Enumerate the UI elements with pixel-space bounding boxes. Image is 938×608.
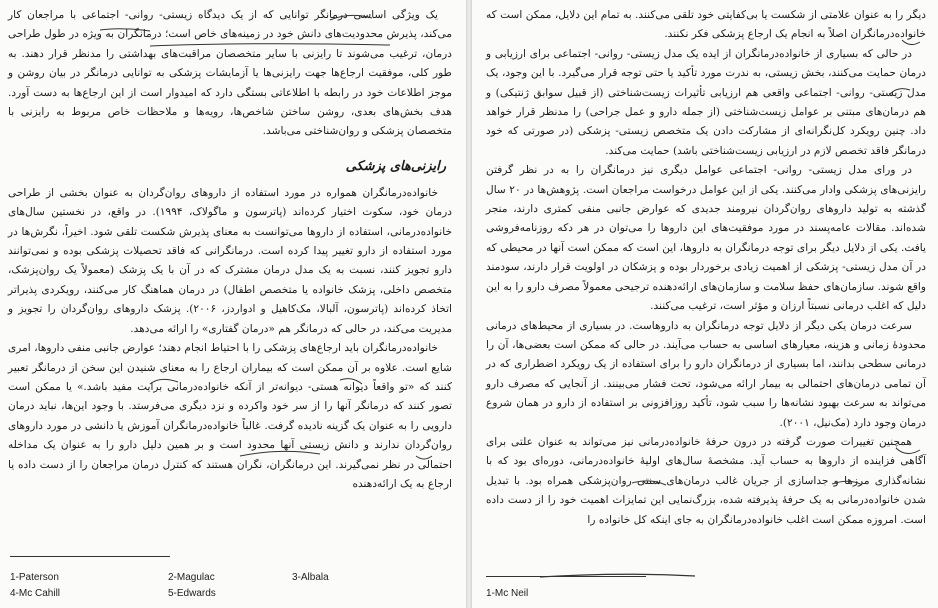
paragraph: خانواده‌درمانگران باید ارجاع‌های پزشکی را با احتیاط انجام دهند؛ عوارض جانبی منفی داروها، امری شایع است. علاوه بر آن ممکن است که بیماران ارجاع را به معنای شنیدن این سخن از درمانگر تعبیر کنند که «تو واقعاً دیوانه هستی- دیوانه‌تر از آنکه خانواده‌درمانی برایت مفید باشد.» یا ممکن است تصور کنند که درمانگر آنها را از سر خود واکرده و نزد دیگری می‌فرستد. با وجود این‌ها، نباید درمان دارویی را به عنوان یک گزینه نادیده گرفت. غالباً خانواده‌درمانگران آموزش یا دانشی در مورد داروهای روان‌گردان ندارند و دانش زیستی آنها محدود است و بر همین دلیل دارو را به عنوان یک مداخله احتمالی در نظر نمی‌گیرند. این درمانگران، نگران هستند که کنترل درمان مراجعان را از دست داده یا ارجاع به یک ارائه‌دهنده: [8, 342, 452, 490]
paragraph: همچنین تغییرات صورت گرفته در درون حرفهٔ خانواده‌درمانی نیز می‌تواند به عنوان علتی برای آگاهی فزاینده از داروها به حساب آید. مشخصهٔ سال‌های اولیهٔ خانواده‌درمانی، دوره‌ای بود که با نشانه‌گذاری مرزها و جداسازی از جریان غالب درمان‌های سنتی روان‌پزشکی همراه بود. با تبدیل شدن خانواده‌درمانی به یک حرفهٔ پذیرفته شده، بزرگ‌نمایی این تمایزات اهمیت خود را از دست داده است. امروزه ممکن است اغلب خانواده‌درمانگران به جای اینکه کل خانواده را: [486, 435, 926, 526]
footnote: 3-Albala: [292, 572, 329, 583]
paragraph: یک ویژگی اساسی درمانگر توانایی که از یک دیدگاه زیستی- روانی- اجتماعی با مراجعان کار می‌کند، پذیرش محدودیت‌های دانش خود در زمینه‌های خاص است؛ درمانگران به ویژه در طول طراحی درمان، ترغیب می‌شوند تا رایزنی با سایر متخصصان مراقبت‌های بهداشتی را مدنظر قرار دهند. به طور کلی، موفقیت ارجاع‌ها جهت رایزنی‌ها یا آزمایشات پزشکی به توانایی درمانگر در بیان روشن و موجز اطلاعات خود در رابطه با اطلاعاتی بستگی دارد که امیدوار است از این ارجاع‌ها به دست آورد. هدف بخش‌های بعدی، روشن ساختن شاخص‌ها، رویه‌ها و ملاحظات خاص مربوط به رایزنی با متخصصان پزشکی و روان‌شناختی می‌باشد.: [8, 9, 452, 138]
paragraph: خانواده‌درمانگران همواره در مورد استفاده از داروهای روان‌گردان به عنوان بخشی از طراحی درمان خود، سکوت اختیار کرده‌اند (پاترسون و ماگولاک، ۱۹۹۴). در واقع، در نخستین سال‌های خانواده‌درمانی، استفاده از داروها می‌توانست به معنای پذیرش شکست تلقی شود. اخیراً، نگرش‌ها در مورد استفاده از دارو تغییر پیدا کرده است. درمانگرانی که فاقد تحصیلات پزشکی بوده و نمی‌توانند دارو تجویز کنند، نسبت به یک مدل درمان مشترک که در آن با یک پزشک (معمولاً یک روان‌پزشک، متخصص داخلی، پزشک خانواده یا متخصص اطفال) در درمان هماهنگ کار می‌کنند، رویکردی پذیراتر اتخاذ کرده‌اند (پاترسون، آلبالا، مک‌کاهیل و ادواردز، ۲۰۰۶). پزشک داروهای روان‌گردان را تجویز و مدیریت می‌کند، در حالی که درمانگر هم «درمان گفتاری» را ارائه می‌دهد.: [8, 186, 452, 335]
footnote: 5-Edwards: [168, 588, 216, 599]
footnote-divider: [10, 556, 170, 557]
footnote: 4-Mc Cahill: [10, 588, 61, 599]
footnote: 1-Mc Neil: [486, 588, 529, 599]
left-page: [0, 0, 466, 608]
section-heading: رایزنی‌های پزشکی: [345, 158, 446, 174]
paragraph: در حالی که بسیاری از خانواده‌درمانگران از ایده یک مدل زیستی- روانی- اجتماعی برای ارزیابی و درمان حمایت می‌کنند، بخش زیستی، به ندرت مورد تأکید یا حتی توجه قرار می‌گیرد. با این وجود، یک مدل زیستی- روانی- اجتماعی واقعی هم ارزیابی تأثیرات زیست‌شناختی (از قبیل سوابق ژنتیکی) و هم درمان‌های مبتنی بر عوامل زیست‌شناختی (از جمله دارو و عمل جراحی) را مدنظر قرار خواهد داد. چنین رویکرد کل‌نگرانه‌ای از مشارکت دادن یک متخصص زیستی- پزشکی (در صورتی که خود درمانگر فاقد تخصص لازم در ارزیابی زیست‌شناختی باشد) حمایت می‌کند.: [486, 47, 926, 157]
paragraph: دیگر را به عنوان علامتی از شکست یا بی‌کفایتی خود تلقی می‌کنند. به تمام این دلایل، ممکن است که خانواده‌درمانگران اصلاً به انجام یک ارجاع پزشکی فکر نکنند.: [486, 9, 926, 41]
paragraph: در ورای مدل زیستی- روانی- اجتماعی عوامل دیگری نیز درمانگران را به در نظر گرفتن رایزنی‌های پزشکی وادار می‌کنند. یکی از این عوامل درخواست مراجعان است. پژوهش‌ها در ۲۰ سال گذشته به تولید داروهای روان‌گردان نیرومند جدیدی که عوارض جانبی منفی کمتری دارند، منجر شده‌اند. مقالات عامه‌پسند در مورد موفقیت‌های این داروها را می‌توان در هر دکه روزنامه‌فروشی یافت. یکی از دلایل دیگر برای توجه درمانگران به داروها، این است که ممکن است آنها در محیطی که در آن مدل زیستی- پزشکی از اهمیت زیادی برخوردار بوده و پزشکان در اولویت قرار دارند، سودمند واقع شوند. سازمان‌های حفظ سلامت و سازمان‌های ارائه‌دهنده ترجیحی معمولاً مصرف دارو را به این دلیل که اغلب درمانی نسبتاً ارزان و مؤثر است، ترغیب می‌کنند.: [486, 164, 926, 313]
right-page: [472, 0, 938, 608]
paragraph: سرعت درمان یکی دیگر از دلایل توجه درمانگران به داروهاست. در بسیاری از محیط‌های درمانی محدودهٔ زمانی و هزینه، معیارهای اساسی به حساب می‌آیند. در حالی که ممکن است بعضی‌ها، آن را درمانی سطحی بدانند، اما بسیاری از درمانگران دارو را برای استفاده از یک رویکرد اضطراری که در آن تمامی درمان‌های احتمالی به بیمار ارائه می‌شود، تحت فشار می‌بینند. از آنجایی که مصرف دارو می‌تواند به سرعت بهبود نشانه‌ها را سبب شود، تأکید روزافزونی بر استفاده از دارو در همان شروع درمان وجود دارد (مک‌نیل، ۲۰۰۱).: [486, 319, 926, 429]
footnote: 1-Paterson: [10, 572, 59, 583]
footnote-divider: [486, 576, 646, 577]
footnote: 2-Magulac: [168, 572, 215, 583]
